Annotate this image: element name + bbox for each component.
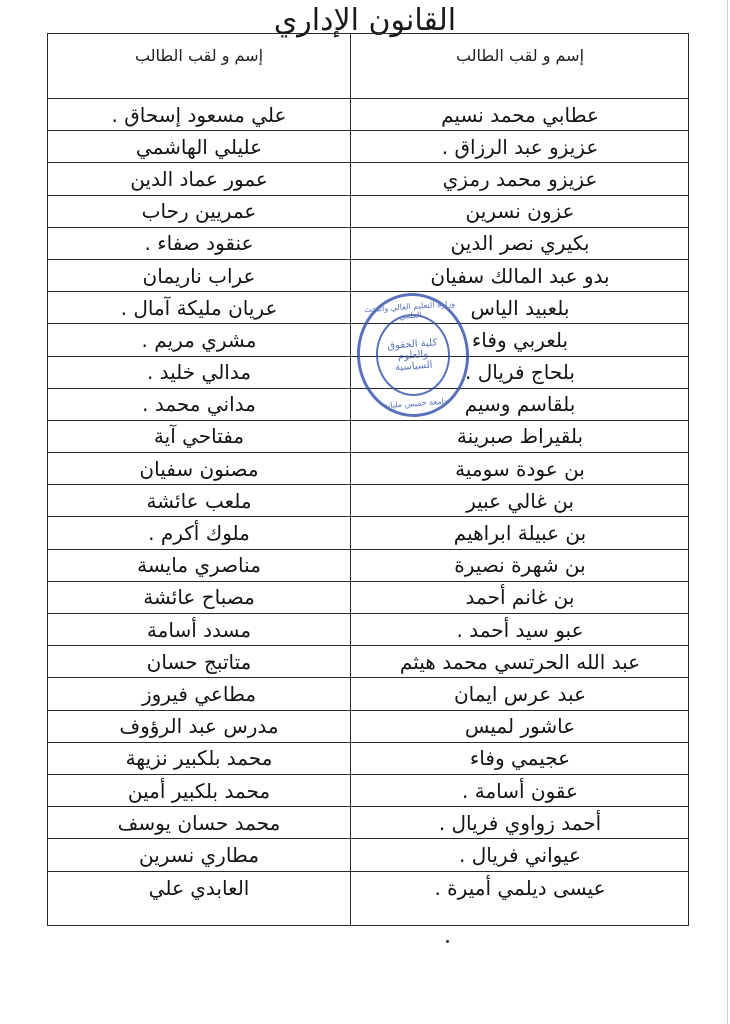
student-name-left: ملعب عائشة (146, 488, 252, 513)
student-name-right: أحمد زواوي فريال . (438, 810, 602, 835)
student-name-right: عيواني فريال . (459, 842, 581, 867)
student-name-left: عمور عماد الدين (130, 166, 268, 191)
student-name-left: علي مسعود إسحاق . (111, 102, 287, 127)
student-name-right: بلعبيد الياس (470, 295, 570, 320)
table-row (48, 228, 688, 260)
header-right: إسم و لقب الطالب (455, 46, 585, 65)
student-name-left: عليلي الهاشمي (135, 134, 263, 159)
table-row (48, 614, 688, 646)
table-row (48, 872, 688, 904)
attendance-table (47, 33, 689, 926)
stamp-bottom-text: جامعة خميس مليانة (383, 396, 450, 411)
student-name-left: عمريين رحاب (141, 199, 257, 224)
table-header (48, 34, 688, 99)
student-name-right: عبد عرس ايمان (453, 681, 587, 706)
official-stamp (353, 289, 473, 421)
student-name-left: مسدد أسامة (146, 617, 252, 642)
ink-dot (446, 940, 449, 943)
student-name-left: مناصري مايسة (137, 553, 261, 578)
student-name-right: بكيري نصر الدين (450, 231, 590, 256)
student-name-left: مشري مريم . (141, 327, 257, 352)
student-name-left: عنقود صفاء . (144, 231, 254, 256)
table-row (48, 646, 688, 678)
table-row (48, 131, 688, 163)
header-left: إسم و لقب الطالب (134, 46, 264, 65)
table-row (48, 550, 688, 582)
student-name-right: عطابي محمد نسيم (441, 102, 599, 127)
table-row (48, 582, 688, 614)
student-name-right: عبد الله الحرتسي محمد هيثم (399, 649, 641, 674)
student-name-right: عاشور لميس (464, 714, 576, 739)
student-name-left: عراب ناريمان (142, 263, 256, 288)
table-row (48, 678, 688, 710)
table-row (48, 260, 688, 292)
student-name-right: بن عودة سومية (455, 456, 585, 481)
student-name-left: العابدي علي (148, 875, 250, 900)
page-title: القانون الإداري (273, 3, 457, 38)
student-name-left: مداني محمد . (142, 392, 256, 417)
student-name-right: عقون أسامة . (462, 778, 578, 803)
student-name-left: ملوك أكرم . (148, 521, 250, 546)
stamp-line-1: كلية الحقوق (386, 336, 438, 352)
student-name-left: مدرس عبد الرؤوف (119, 714, 279, 739)
table-row (48, 517, 688, 549)
student-name-right: عجيمي وفاء (469, 746, 571, 771)
student-name-left: مفتاحي آية (153, 424, 245, 449)
student-name-right: بلعربي وفاء (471, 327, 569, 352)
student-name-right: بن عبيلة ابراهيم (453, 521, 587, 546)
table-row (48, 99, 688, 131)
table-body (48, 99, 688, 904)
table-row (48, 743, 688, 775)
student-name-right: بلقاسم وسيم (464, 392, 576, 417)
student-name-left: متاتبج حسان (146, 649, 252, 674)
table-row (48, 711, 688, 743)
table-row (48, 163, 688, 195)
table-row (48, 196, 688, 228)
student-name-left: مدالي خليد . (146, 360, 252, 385)
student-name-right: بن غانم أحمد (465, 585, 575, 610)
student-name-right: بن شهرة نصيرة (454, 553, 586, 578)
student-name-right: بلقيراط صبرينة (456, 424, 584, 449)
student-name-left: محمد بلكبير نزيهة (125, 746, 273, 771)
student-name-right: عيسى ديلمي أميرة . (434, 875, 606, 900)
table-row (48, 485, 688, 517)
student-name-right: عزيزو عبد الرزاق . (441, 134, 599, 159)
student-name-right: بلحاج فريال . (465, 360, 575, 385)
table-row (48, 807, 688, 839)
table-row (48, 775, 688, 807)
stamp-line-2: والعلوم السياسية (394, 348, 433, 373)
student-name-left: محمد حسان يوسف (117, 810, 281, 835)
student-name-left: مصباح عائشة (143, 585, 255, 610)
page-edge-line (727, 0, 728, 1024)
stamp-center (373, 312, 453, 399)
student-name-left: مصنون سفيان (139, 456, 259, 481)
student-name-right: عزون نسرين (465, 199, 575, 224)
table-row (48, 421, 688, 453)
student-name-left: محمد بلكبير أمين (127, 778, 271, 803)
student-name-right: بدو عبد المالك سفيان (430, 263, 610, 288)
student-name-left: مطاعي فيروز (141, 681, 257, 706)
student-name-left: مطاري نسرين (138, 842, 260, 867)
student-name-left: عريان مليكة آمال . (120, 295, 278, 320)
table-row (48, 453, 688, 485)
student-name-right: عزيزو محمد رمزي (442, 166, 598, 191)
student-name-right: عبو سيد أحمد . (456, 617, 584, 642)
table-row (48, 839, 688, 871)
stamp-top-text: وزارة التعليم العالي والبحث العلمي (363, 298, 456, 321)
student-name-right: بن غالي عبير (466, 488, 574, 513)
